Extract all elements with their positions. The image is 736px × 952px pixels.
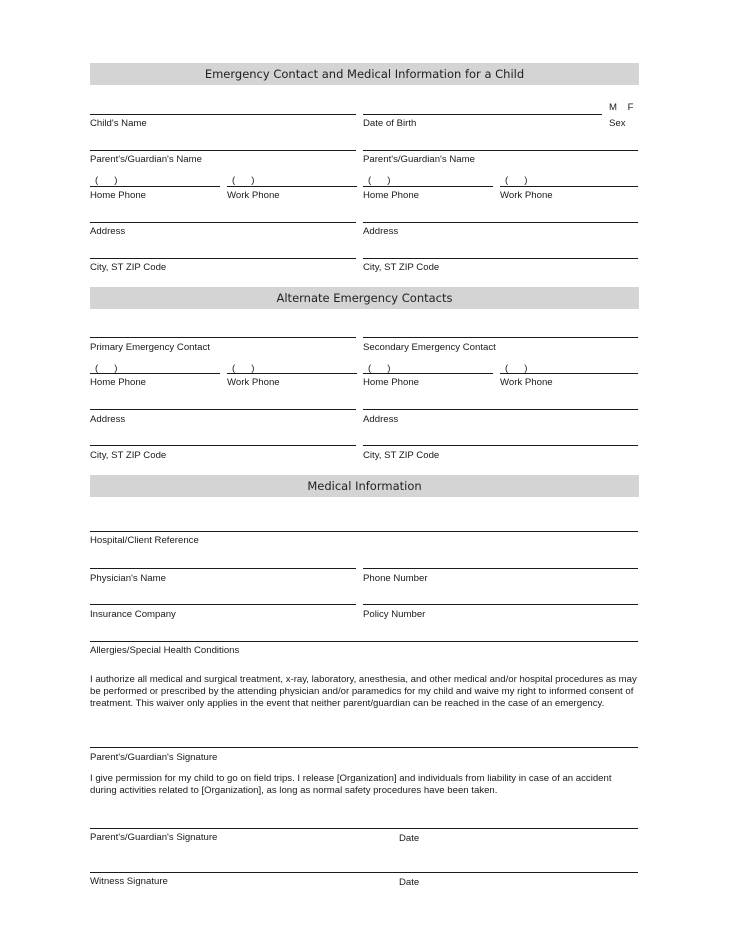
hospital-reference-label: Hospital/Client Reference — [90, 535, 199, 546]
city-left-label: City, ST ZIP Code — [90, 262, 167, 273]
section-title-medical-info: Medical Information — [90, 475, 639, 497]
parent-name-right-line[interactable] — [363, 150, 638, 151]
alt-address-left-label: Address — [90, 414, 126, 425]
insurance-company-line[interactable] — [90, 604, 356, 605]
parent-name-right-label: Parent's/Guardian's Name — [363, 154, 475, 165]
alt-work-phone-right-label: Work Phone — [500, 377, 553, 388]
city-left-line[interactable] — [90, 258, 356, 259]
city-right-line[interactable] — [363, 258, 638, 259]
alt-work-phone-right-line[interactable] — [500, 373, 638, 374]
policy-number-label: Policy Number — [363, 609, 426, 620]
address-left-line[interactable] — [90, 222, 356, 223]
date-of-birth-label: Date of Birth — [363, 118, 417, 129]
parent-name-left-label: Parent's/Guardian's Name — [90, 154, 202, 165]
witness-signature-label: Witness Signature — [90, 876, 168, 887]
parent-signature-2-line[interactable] — [90, 828, 638, 829]
alt-home-phone-right-label: Home Phone — [363, 377, 419, 388]
section-title-child-info: Emergency Contact and Medical Information for a Child — [90, 63, 639, 85]
alt-address-right-label: Address — [363, 414, 399, 425]
field-trip-permission-text: I give permission for my child to go on field trips. I release [Organization] and individuals from liability in case of an accident during activities related to [Organization], as long as normal safety procedures have been taken. — [90, 773, 612, 797]
work-phone-left-label: Work Phone — [227, 190, 280, 201]
work-phone-left-area-code: ( ) — [232, 175, 255, 186]
alt-address-left-line[interactable] — [90, 409, 356, 410]
alt-work-phone-right-area-code: ( ) — [505, 363, 528, 374]
date-1-label: Date — [399, 833, 420, 844]
parent-signature-1-label: Parent's/Guardian's Signature — [90, 752, 218, 763]
alt-address-right-line[interactable] — [363, 409, 638, 410]
home-phone-right-label: Home Phone — [363, 190, 419, 201]
address-right-line[interactable] — [363, 222, 638, 223]
witness-signature-line[interactable] — [90, 872, 638, 873]
alt-home-phone-left-label: Home Phone — [90, 377, 146, 388]
work-phone-right-line[interactable] — [500, 186, 638, 187]
home-phone-left-label: Home Phone — [90, 190, 146, 201]
secondary-contact-line[interactable] — [363, 337, 638, 338]
alt-city-right-line[interactable] — [363, 445, 638, 446]
hospital-reference-line[interactable] — [90, 531, 638, 532]
alt-city-left-label: City, ST ZIP Code — [90, 450, 167, 461]
work-phone-right-label: Work Phone — [500, 190, 553, 201]
section-title-alternate-contacts: Alternate Emergency Contacts — [90, 287, 639, 309]
home-phone-right-area-code: ( ) — [368, 175, 391, 186]
alt-work-phone-left-line[interactable] — [227, 373, 357, 374]
date-of-birth-line[interactable] — [363, 114, 602, 115]
allergies-line[interactable] — [90, 641, 638, 642]
physician-phone-line[interactable] — [363, 568, 638, 569]
child-name-line[interactable] — [90, 114, 356, 115]
alt-home-phone-right-line[interactable] — [363, 373, 493, 374]
sex-label: Sex — [609, 118, 626, 129]
parent-name-left-line[interactable] — [90, 150, 356, 151]
date-2-label: Date — [399, 877, 420, 888]
policy-number-line[interactable] — [363, 604, 638, 605]
allergies-label: Allergies/Special Health Conditions — [90, 645, 240, 656]
alt-work-phone-left-label: Work Phone — [227, 377, 280, 388]
parent-signature-1-line[interactable] — [90, 747, 638, 748]
city-right-label: City, ST ZIP Code — [363, 262, 440, 273]
secondary-contact-label: Secondary Emergency Contact — [363, 342, 496, 353]
work-phone-right-area-code: ( ) — [505, 175, 528, 186]
home-phone-right-line[interactable] — [363, 186, 493, 187]
physician-name-line[interactable] — [90, 568, 356, 569]
sex-options[interactable]: M F — [609, 102, 634, 113]
primary-contact-line[interactable] — [90, 337, 356, 338]
alt-home-phone-left-line[interactable] — [90, 373, 220, 374]
home-phone-left-area-code: ( ) — [95, 175, 118, 186]
address-left-label: Address — [90, 226, 126, 237]
work-phone-left-line[interactable] — [227, 186, 357, 187]
alt-work-phone-left-area-code: ( ) — [232, 363, 255, 374]
parent-signature-2-label: Parent's/Guardian's Signature — [90, 832, 218, 843]
address-right-label: Address — [363, 226, 399, 237]
alt-home-phone-left-area-code: ( ) — [95, 363, 118, 374]
physician-phone-label: Phone Number — [363, 573, 428, 584]
alt-city-right-label: City, ST ZIP Code — [363, 450, 440, 461]
home-phone-left-line[interactable] — [90, 186, 220, 187]
primary-contact-label: Primary Emergency Contact — [90, 342, 210, 353]
child-name-label: Child's Name — [90, 118, 147, 129]
insurance-company-label: Insurance Company — [90, 609, 176, 620]
alt-city-left-line[interactable] — [90, 445, 356, 446]
physician-name-label: Physician's Name — [90, 573, 166, 584]
treatment-authorization-text: I authorize all medical and surgical treatment, x-ray, laboratory, anesthesia, and other medical and/or hospital procedures as may be performed or prescribed by the attending physician and/or paramedics for my child and waive my right to informed consent of treatment. This waiver only applies in the event that neither parent/guardian can be reached in the case of an emergency. — [90, 674, 637, 710]
alt-home-phone-right-area-code: ( ) — [368, 363, 391, 374]
